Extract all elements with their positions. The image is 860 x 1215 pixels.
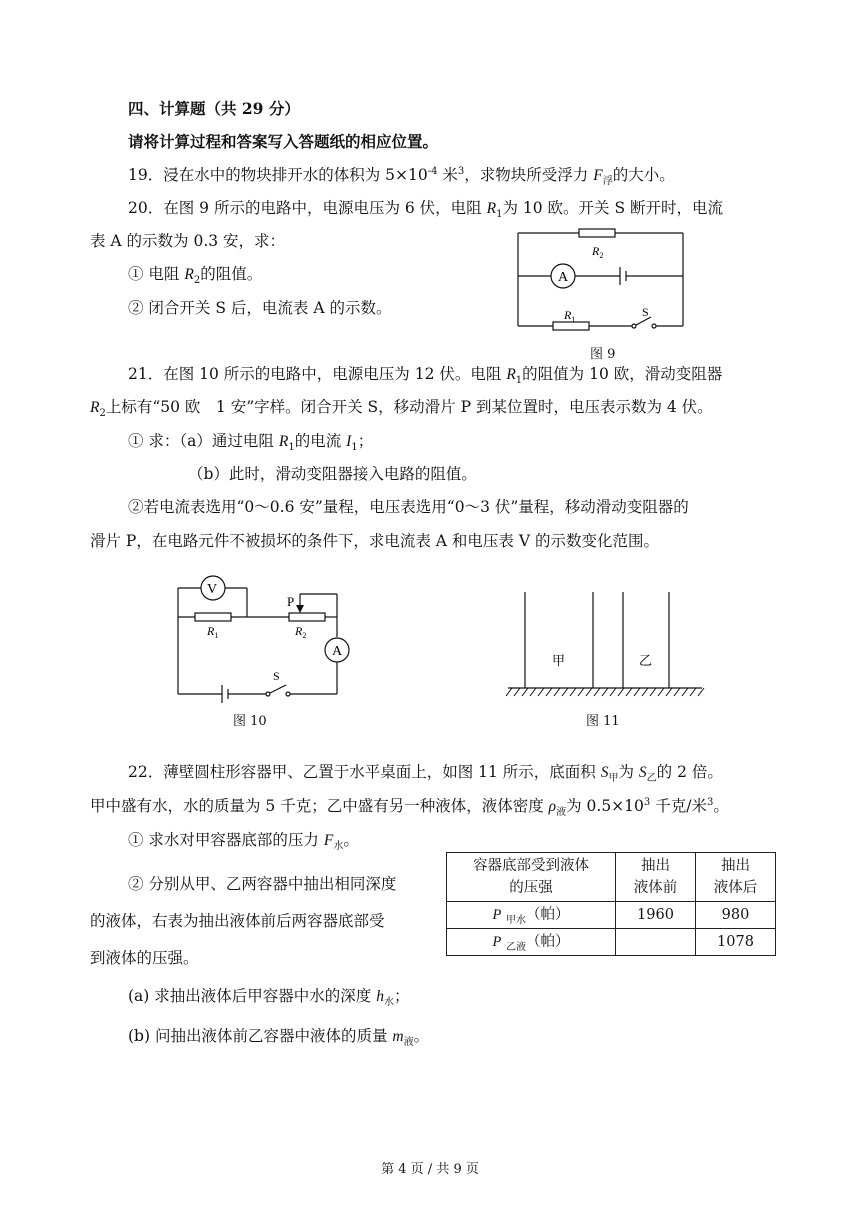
question-22-line-2: 甲中盛有水，水的质量为 5 千克；乙中盛有另一种液体，液体密度 $\rho_液$为 $0.5\times 10^3$ 千克/米$^3$。 — [90, 796, 729, 819]
question-21-item-1a: ① 求：（a）通过电阻 $R_1$的电流 $I_1$； — [128, 432, 374, 454]
question-22-item-2-line-1: ② 分别从甲、乙两容器中抽出相同深度 — [128, 875, 397, 893]
table-header-cell: 抽出 液体后 — [696, 853, 776, 902]
question-21-line-2: $R_2$上标有“50 欧 1 安”字样。闭合开关 S，移动滑片 P 到某位置时，电压表示数为 4 伏。 — [90, 398, 713, 420]
question-20-item-2: ② 闭合开关 S 后，电流表 A 的示数。 — [128, 299, 392, 317]
question-21-item-2-line-2: 滑片 P，在电路元件不被损坏的条件下，求电流表 A 和电压表 V 的示数变化范围。 — [90, 532, 659, 550]
figure-10-circuit — [175, 572, 345, 702]
question-20-item-1: ① 电阻 $R_2$的阻值。 — [128, 265, 263, 287]
fig9-ammeter-label: A — [558, 270, 569, 285]
fig10-ammeter-label: A — [332, 644, 343, 659]
table-header-row — [447, 853, 776, 902]
fig10-r1-label: $R_1$ — [207, 624, 219, 640]
table-row — [447, 902, 776, 929]
fig9-r1-label: $R_1$ — [564, 308, 576, 324]
figure-9-circuit — [515, 228, 690, 333]
page-footer: 第 4 页 / 共 9 页 — [381, 1162, 479, 1177]
question-22-line-1: 22．薄壁圆柱形容器甲、乙置于水平桌面上，如图 11 所示，底面积 $S_甲$为 $S_乙$的 2 倍。 — [128, 763, 723, 785]
fig9-r2-label: $R_2$ — [592, 244, 604, 260]
table-cell: 1960 — [616, 902, 696, 929]
question-21-item-1b: （b）此时，滑动变阻器接入电路的阻值。 — [188, 465, 477, 483]
question-20-line-2: 表 A 的示数为 0.3 安，求： — [90, 232, 286, 250]
table-row-label: P $_{甲水}$（帕） — [447, 902, 616, 929]
figure-11-containers — [505, 590, 705, 700]
section-instruction: 请将计算过程和答案写入答题纸的相应位置。 — [128, 132, 439, 151]
table-cell — [616, 929, 696, 956]
table-header-cell: 抽出 液体前 — [616, 853, 696, 902]
question-19: 19．浸在水中的物块排开水的体积为 $5\times 10^{-4}$ 米$^3$，求物块所受浮力 $F_浮$的大小。 — [128, 165, 675, 188]
fig10-switch-label: S — [273, 669, 280, 683]
question-20-line-1: 20．在图 9 所示的电路中，电源电压为 6 伏，电阻 $R_1$为 10 欧。开关 S 断开时，电流 — [128, 199, 723, 221]
fig10-voltmeter-label: V — [207, 582, 218, 597]
question-22-item-2-line-2: 的液体，右表为抽出液体前后两容器底部受 — [90, 912, 385, 930]
table-row — [447, 929, 776, 956]
figure-10-caption: 图 10 — [233, 714, 267, 729]
table-cell: 1078 — [696, 929, 776, 956]
question-22-item-b: (b) 问抽出液体前乙容器中液体的质量 $m_液$。 — [128, 1027, 430, 1049]
section-heading: 四、计算题（共 29 分） — [128, 99, 300, 118]
fig10-slider-label: P — [287, 594, 295, 609]
table-row-label: P $_{乙液}$（帕） — [447, 929, 616, 956]
question-22-item-1: ① 求水对甲容器底部的压力 $F_水$。 — [128, 831, 359, 853]
fig11-container-yi-label: 乙 — [639, 653, 653, 668]
question-22-item-2-line-3: 到液体的压强。 — [90, 949, 199, 967]
question-22-item-a: (a) 求抽出液体后甲容器中水的深度 $h_水$； — [128, 987, 410, 1009]
table-cell: 980 — [696, 902, 776, 929]
fig11-container-jia-label: 甲 — [552, 653, 566, 668]
figure-9-caption: 图 9 — [590, 347, 616, 362]
question-21-item-2-line-1: ②若电流表选用“0～0.6 安”量程，电压表选用“0～3 伏”量程，移动滑动变阻器的 — [128, 498, 689, 516]
fig9-switch-label: S — [642, 305, 649, 319]
figure-11-caption: 图 11 — [586, 714, 620, 729]
question-21-line-1: 21．在图 10 所示的电路中，电源电压为 12 伏。电阻 $R_1$的阻值为 10 欧，滑动变阻器 — [128, 365, 723, 387]
table-header-cell: 容器底部受到液体 的压强 — [447, 853, 616, 902]
pressure-table — [446, 852, 776, 956]
fig10-r2-label: $R_2$ — [295, 624, 307, 640]
